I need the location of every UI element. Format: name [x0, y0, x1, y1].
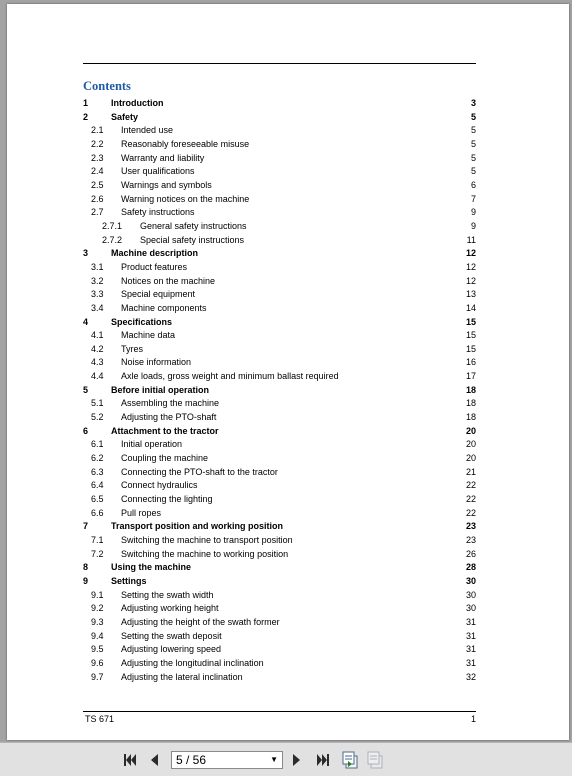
toc-entry[interactable]	[83, 630, 476, 644]
toc-entry-number: 9.3	[91, 616, 104, 627]
toc-entry-number: 3.4	[91, 302, 104, 313]
toc-entry-title: Assembling the machine	[121, 398, 220, 409]
table-of-contents	[83, 97, 476, 684]
toc-entry[interactable]	[83, 466, 476, 480]
toc-entry-page: 23	[465, 535, 476, 545]
toc-entry-number: 2	[83, 111, 89, 122]
toc-entry[interactable]	[83, 438, 476, 452]
toc-entry-number: 9	[83, 575, 89, 586]
toc-entry-number: 2.2	[91, 138, 104, 149]
toc-entry-page: 28	[465, 562, 476, 573]
toc-entry-page: 20	[465, 439, 476, 450]
toc-entry-number: 5.2	[91, 412, 104, 423]
toc-entry-number: 3.1	[91, 261, 104, 272]
toc-entry-page: 5	[470, 125, 476, 136]
toc-entry-page: 22	[465, 480, 476, 491]
toc-entry[interactable]	[83, 561, 476, 575]
toc-entry-page: 14	[465, 302, 476, 313]
toc-entry-title: Warranty and liability	[121, 152, 205, 163]
go-forward-icon[interactable]	[366, 751, 384, 769]
toc-entry-title: Notices on the machine	[121, 275, 216, 286]
footer-rule	[83, 711, 476, 712]
toc-entry-page: 32	[465, 671, 476, 682]
go-back-icon[interactable]	[341, 751, 359, 769]
toc-entry[interactable]	[83, 111, 476, 125]
header-rule	[83, 63, 476, 64]
toc-entry-title: Specifications	[111, 316, 173, 327]
toc-entry-page: 26	[465, 548, 476, 559]
page-indicator: 5 / 56	[176, 753, 207, 767]
toc-entry-title: Settings	[111, 575, 147, 586]
toc-entry-page: 18	[465, 384, 476, 395]
toc-entry-number: 2.7	[91, 207, 104, 218]
toc-entry-number: 6.3	[91, 466, 104, 477]
toc-entry-page: 22	[465, 507, 476, 518]
toc-entry-page: 18	[465, 412, 476, 423]
toc-entry-title: Before initial operation	[111, 384, 210, 395]
toc-entry[interactable]	[83, 370, 476, 384]
toc-entry-number: 6.4	[91, 480, 104, 491]
toc-entry-page: 30	[465, 603, 476, 614]
toc-entry-number: 1	[83, 98, 89, 108]
toc-entry-page: 3	[470, 98, 476, 108]
toc-entry-title: Machine description	[111, 248, 199, 259]
toc-entry-number: 7	[83, 521, 89, 532]
toc-entry[interactable]	[83, 602, 476, 616]
toc-entry-page: 16	[465, 357, 476, 368]
toc-entry-title: Noise information	[121, 357, 192, 368]
toc-entry-title: Intended use	[121, 125, 174, 136]
toc-entry-number: 4.3	[91, 357, 104, 368]
toc-entry[interactable]	[83, 165, 476, 179]
toc-entry[interactable]	[83, 657, 476, 671]
toc-entry-title: Special equipment	[121, 289, 196, 300]
toc-entry-title: Adjusting lowering speed	[121, 644, 222, 655]
toc-entry[interactable]	[83, 329, 476, 343]
toc-entry-number: 3	[83, 248, 89, 259]
toc-entry[interactable]	[83, 247, 476, 261]
toc-entry[interactable]	[83, 671, 476, 685]
toc-entry-number: 2.3	[91, 152, 104, 163]
toc-entry[interactable]	[83, 520, 476, 534]
toc-entry-page: 31	[465, 616, 476, 627]
toc-entry-page: 9	[470, 207, 476, 218]
page-selector[interactable]	[171, 751, 283, 769]
toc-entry[interactable]	[83, 425, 476, 439]
toc-entry-number: 2.7.1	[102, 220, 123, 231]
toc-entry-title: Switching the machine to working position	[121, 548, 289, 559]
toc-entry[interactable]	[83, 384, 476, 398]
toc-entry-title: Using the machine	[111, 562, 192, 573]
toc-entry-number: 2.4	[91, 166, 104, 177]
toc-entry[interactable]	[83, 316, 476, 330]
toc-entry-number: 8	[83, 562, 89, 573]
toc-entry-title: Switching the machine to transport position	[121, 535, 293, 545]
toc-entry[interactable]	[83, 288, 476, 302]
toc-entry-title: Adjusting working height	[121, 603, 219, 614]
toc-entry-title: Machine components	[121, 302, 207, 313]
toc-entry[interactable]	[83, 452, 476, 466]
document-page	[7, 4, 569, 740]
toc-entry-title: Pull ropes	[121, 507, 162, 518]
toc-entry-page: 5	[470, 111, 476, 122]
chevron-down-icon: ▼	[270, 755, 278, 764]
toc-entry-title: Product features	[121, 261, 188, 272]
toc-entry-title: Connect hydraulics	[121, 480, 198, 491]
toc-entry-title: Attachment to the tractor	[111, 425, 219, 436]
toc-entry-number: 5	[83, 384, 89, 395]
toc-entry-number: 6.5	[91, 494, 104, 505]
toc-entry-page: 17	[465, 371, 476, 382]
toc-entry[interactable]	[83, 507, 476, 521]
toc-entry-title: Axle loads, gross weight and minimum ballast required	[121, 371, 339, 382]
footer-page-number: 1	[470, 714, 476, 724]
navigation-toolbar	[0, 742, 572, 776]
toc-entry-number: 6	[83, 425, 89, 436]
toc-entry-title: Adjusting the lateral inclination	[121, 671, 243, 682]
prev-page-icon[interactable]	[149, 753, 159, 767]
toc-entry-title: Adjusting the longitudinal inclination	[121, 657, 264, 668]
next-page-icon[interactable]	[292, 753, 302, 767]
toc-entry-title: Warning notices on the machine	[121, 193, 250, 204]
toc-entry-number: 9.4	[91, 630, 104, 641]
toc-entry-page: 20	[465, 453, 476, 464]
toc-entry-number: 6.6	[91, 507, 104, 518]
toc-entry-page: 21	[465, 466, 476, 477]
toc-entry-title: Coupling the machine	[121, 453, 209, 464]
toc-entry[interactable]	[83, 643, 476, 657]
toc-entry-title: Connecting the lighting	[121, 494, 213, 505]
toc-entry-page: 31	[465, 657, 476, 668]
toc-entry-page: 6	[470, 179, 476, 190]
toc-entry-number: 4.1	[91, 330, 104, 341]
toc-entry[interactable]	[83, 616, 476, 630]
toc-entry-number: 3.3	[91, 289, 104, 300]
toc-entry[interactable]	[83, 206, 476, 220]
toc-entry-title: Introduction	[111, 98, 164, 108]
toc-entry-title: Warnings and symbols	[121, 179, 212, 190]
toc-entry-number: 7.1	[91, 535, 104, 545]
toc-entry[interactable]	[83, 193, 476, 207]
toc-entry[interactable]	[83, 275, 476, 289]
toc-entry-page: 18	[465, 398, 476, 409]
toc-entry-page: 5	[470, 166, 476, 177]
toc-entry[interactable]	[83, 234, 476, 248]
toc-entry-page: 22	[465, 494, 476, 505]
toc-entry-title: Safety instructions	[121, 207, 195, 218]
toc-entry[interactable]	[83, 397, 476, 411]
toc-entry-number: 4	[83, 316, 89, 327]
toc-entry-page: 12	[465, 261, 476, 272]
toc-entry-number: 4.2	[91, 343, 104, 354]
toc-entry-title: Reasonably foreseeable misuse	[121, 138, 250, 149]
toc-entry-title: Initial operation	[121, 439, 183, 450]
toc-entry-title: Adjusting the height of the swath former	[121, 616, 280, 627]
contents-heading: Contents	[83, 79, 131, 93]
toc-entry-number: 6.1	[91, 439, 104, 450]
toc-entry-number: 9.7	[91, 671, 104, 682]
toc-entry-number: 6.2	[91, 453, 104, 464]
toc-entry-number: 9.5	[91, 644, 104, 655]
toc-entry[interactable]	[83, 302, 476, 316]
toc-entry-page: 15	[465, 343, 476, 354]
toc-entry-number: 2.6	[91, 193, 104, 204]
toc-entry[interactable]	[83, 589, 476, 603]
toc-entry-number: 2.1	[91, 125, 104, 136]
toc-entry-page: 15	[465, 316, 476, 327]
toc-entry[interactable]	[83, 548, 476, 562]
toc-entry-page: 31	[465, 630, 476, 641]
toc-entry-number: 3.2	[91, 275, 104, 286]
first-page-icon[interactable]	[123, 753, 137, 767]
toc-entry-title: Setting the swath deposit	[121, 630, 222, 641]
last-page-icon[interactable]	[316, 753, 330, 767]
toc-entry-page: 12	[465, 248, 476, 259]
toc-entry[interactable]	[83, 356, 476, 370]
toc-entry-title: Safety	[111, 111, 139, 122]
toc-entry-page: 12	[465, 275, 476, 286]
toc-entry-page: 15	[465, 330, 476, 341]
toc-entry[interactable]	[83, 479, 476, 493]
toc-entry-title: Machine data	[121, 330, 176, 341]
toc-entry-page: 13	[465, 289, 476, 300]
toc-entry-page: 30	[465, 589, 476, 600]
toc-entry[interactable]	[83, 343, 476, 357]
toc-entry[interactable]	[83, 220, 476, 234]
toc-entry-title: Adjusting the PTO-shaft	[121, 412, 217, 423]
toc-entry[interactable]	[83, 261, 476, 275]
toc-entry-title: General safety instructions	[140, 220, 247, 231]
toc-entry-page: 9	[470, 220, 476, 231]
toc-entry-page: 5	[470, 152, 476, 163]
toc-entry[interactable]	[83, 138, 476, 152]
toc-entry-page: 5	[470, 138, 476, 149]
toc-entry-number: 9.2	[91, 603, 104, 614]
toc-entry-title: Connecting the PTO-shaft to the tractor	[121, 466, 278, 477]
toc-entry-page: 31	[465, 644, 476, 655]
toc-entry[interactable]	[83, 575, 476, 589]
toc-entry-page: 23	[465, 521, 476, 532]
toc-entry[interactable]	[83, 152, 476, 166]
toc-entry-number: 2.7.2	[102, 234, 123, 245]
toc-entry-title: Special safety instructions	[140, 234, 245, 245]
toc-entry-number: 5.1	[91, 398, 104, 409]
toc-entry-page: 11	[466, 234, 476, 245]
toc-entry-page: 30	[465, 575, 476, 586]
toc-entry-number: 9.6	[91, 657, 104, 668]
toc-entry[interactable]	[83, 97, 476, 111]
toc-entry-number: 4.4	[91, 371, 104, 382]
toc-entry-title: Tyres	[121, 343, 144, 354]
toc-entry-title: User qualifications	[121, 166, 195, 177]
footer-model: TS 671	[85, 714, 115, 724]
toc-entry[interactable]	[83, 493, 476, 507]
toc-entry-title: Setting the swath width	[121, 589, 214, 600]
toc-entry[interactable]	[83, 411, 476, 425]
toc-entry-title: Transport position and working position	[111, 521, 283, 532]
toc-entry-page: 7	[470, 193, 476, 204]
toc-entry-number: 7.2	[91, 548, 104, 559]
toc-entry-number: 2.5	[91, 179, 104, 190]
toc-entry[interactable]	[83, 124, 476, 138]
toc-entry[interactable]	[83, 179, 476, 193]
toc-entry[interactable]	[83, 534, 476, 548]
toc-entry-page: 20	[465, 425, 476, 436]
toc-entry-number: 9.1	[91, 589, 104, 600]
